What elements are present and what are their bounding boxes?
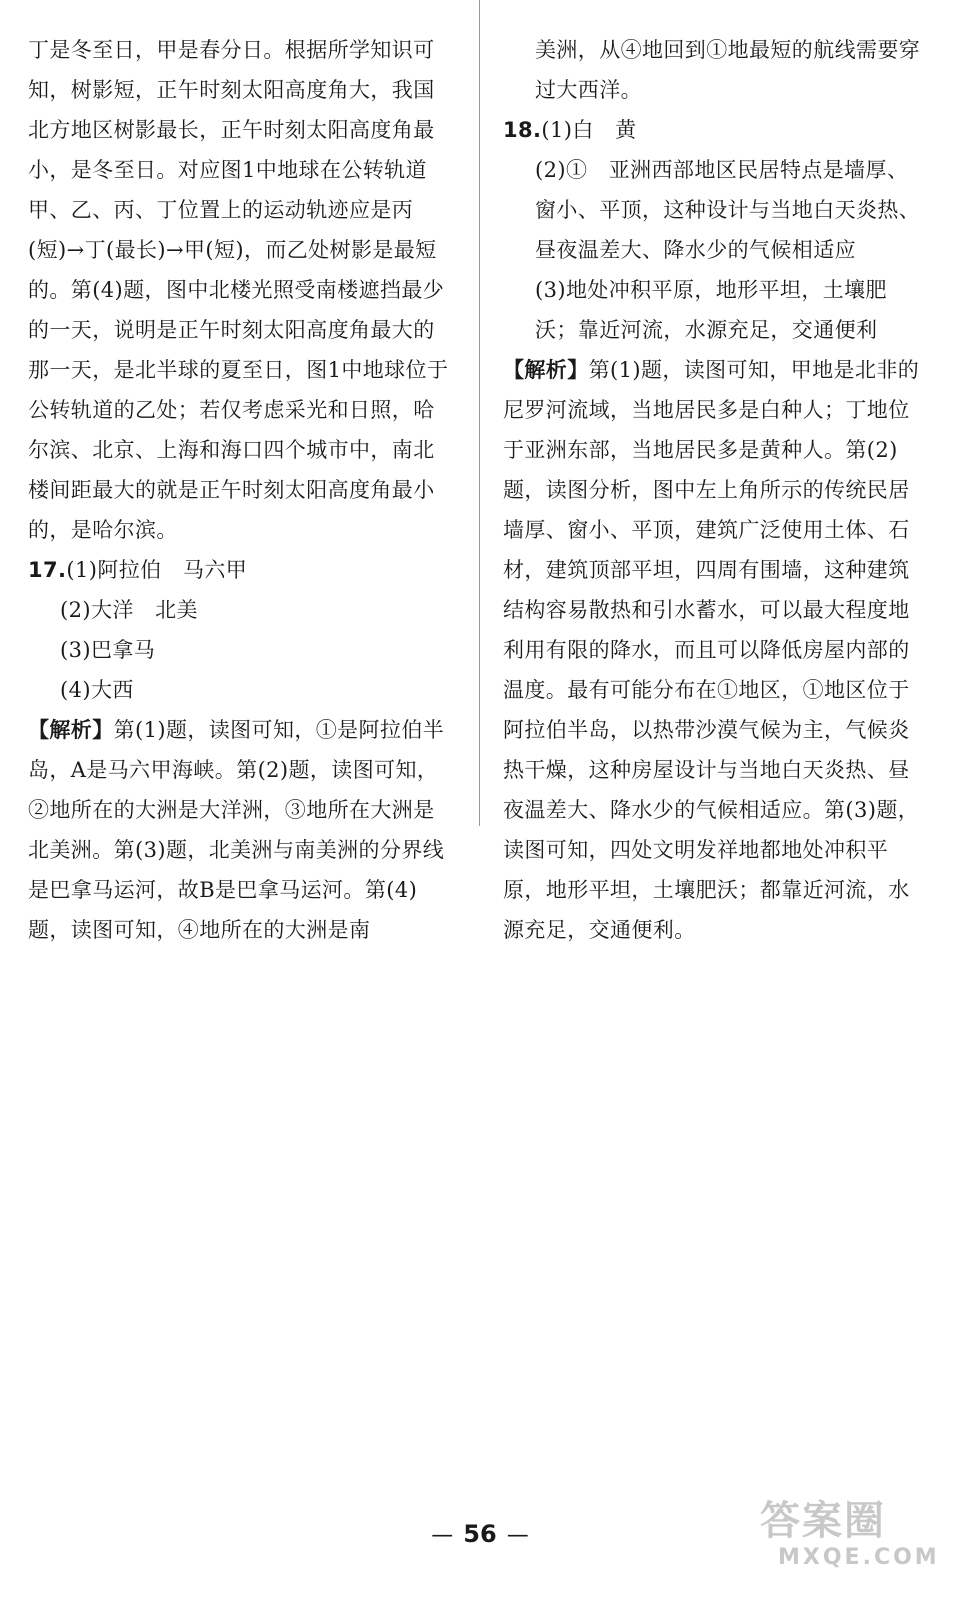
question-18-answer-1: (1)白 黄 [541, 118, 637, 142]
question-17-answer-1: (1)阿拉伯 马六甲 [66, 558, 248, 582]
question-17-answer-3: (3)巴拿马 [60, 638, 156, 662]
left-continuation-paragraph: 丁是冬至日，甲是春分日。根据所学知识可知，树影短，正午时刻太阳高度角大，我国北方地区树影最长，正午时刻太阳高度角最小，是冬至日。对应图1中地球在公转轨道甲、乙、丙、丁位置上的运动轨迹应是丙(短)→丁(最长)→甲(短)，而乙处树影是最短的。第(4)题，图中北楼光照受南楼遮挡最少的一天，说明是正午时刻太阳高度角最大的那一天，是北半球的夏至日，图1中地球位于公转轨道的乙处；若仅考虑采光和日照，哈尔滨、北京、上海和海口四个城市中，南北楼间距最大的就是正午时刻太阳高度角最小的，是哈尔滨。 [28, 38, 449, 542]
question-17-number: 17. [28, 558, 67, 582]
question-17 [28, 550, 453, 590]
watermark-url-text: MXQE.COM [778, 1545, 940, 1570]
question-18-analysis [503, 350, 928, 950]
question-18 [503, 110, 928, 150]
footer-dash-left: — [431, 1523, 454, 1548]
question-17-analysis-text: 第(1)题，读图可知，①是阿拉伯半岛，A是马六甲海峡。第(2)题，读图可知，②地所在的大洲是大洋洲，③地所在大洲是北美洲。第(3)题，北美洲与南美洲的分界线是巴拿马运河，故B是巴拿马运河。第(4)题，读图可知，④地所在的大洲是南 [28, 718, 445, 942]
right-column [503, 30, 928, 950]
watermark-logo-text: 答案圈 [760, 1497, 886, 1544]
question-18-number: 18. [503, 118, 542, 142]
analysis-tag: 【解析】 [28, 718, 114, 742]
question-18-analysis-text: 第(1)题，读图可知，甲地是北非的尼罗河流域，当地居民多是白种人；丁地位于亚洲东部，当地居民多是黄种人。第(2)题，读图分析，图中左上角所示的传统民居墙厚、窗小、平顶，建筑广泛使用土体、石材，建筑顶部平坦，四周有围墙，这种建筑结构容易散热和引水蓄水，可以最大程度地利用有限的降水，而且可以降低房屋内部的温度。最有可能分布在①地区，①地区位于阿拉伯半岛，以热带沙漠气候为主，气候炎热干燥，这种房屋设计与当地白天炎热、昼夜温差大、降水少的气候相适应。第(3)题，读图可知，四处文明发祥地都地处冲积平原，地形平坦，土壤肥沃；都靠近河流，水源充足，交通便利。 [503, 358, 920, 942]
question-18-answer-3: (3)地处冲积平原，地形平坦，土壤肥沃；靠近河流，水源充足，交通便利 [535, 278, 887, 342]
page-number: 56 [463, 1520, 497, 1548]
analysis-tag: 【解析】 [503, 358, 589, 382]
site-watermark [760, 1498, 940, 1580]
question-18-answer-2: (2)① 亚洲西部地区民居特点是墙厚、窗小、平顶，这种设计与当地白天炎热、昼夜温差大、降水少的气候相适应 [535, 158, 921, 262]
footer-dash-right: — [506, 1523, 529, 1548]
question-17-answer-2: (2)大洋 北美 [60, 598, 198, 622]
question-17-answer-4: (4)大西 [60, 678, 134, 702]
left-column [28, 30, 453, 950]
column-divider [479, 0, 480, 826]
question-17-analysis [28, 710, 453, 950]
right-continuation-paragraph: 美洲，从④地回到①地最短的航线需要穿过大西洋。 [535, 38, 921, 102]
